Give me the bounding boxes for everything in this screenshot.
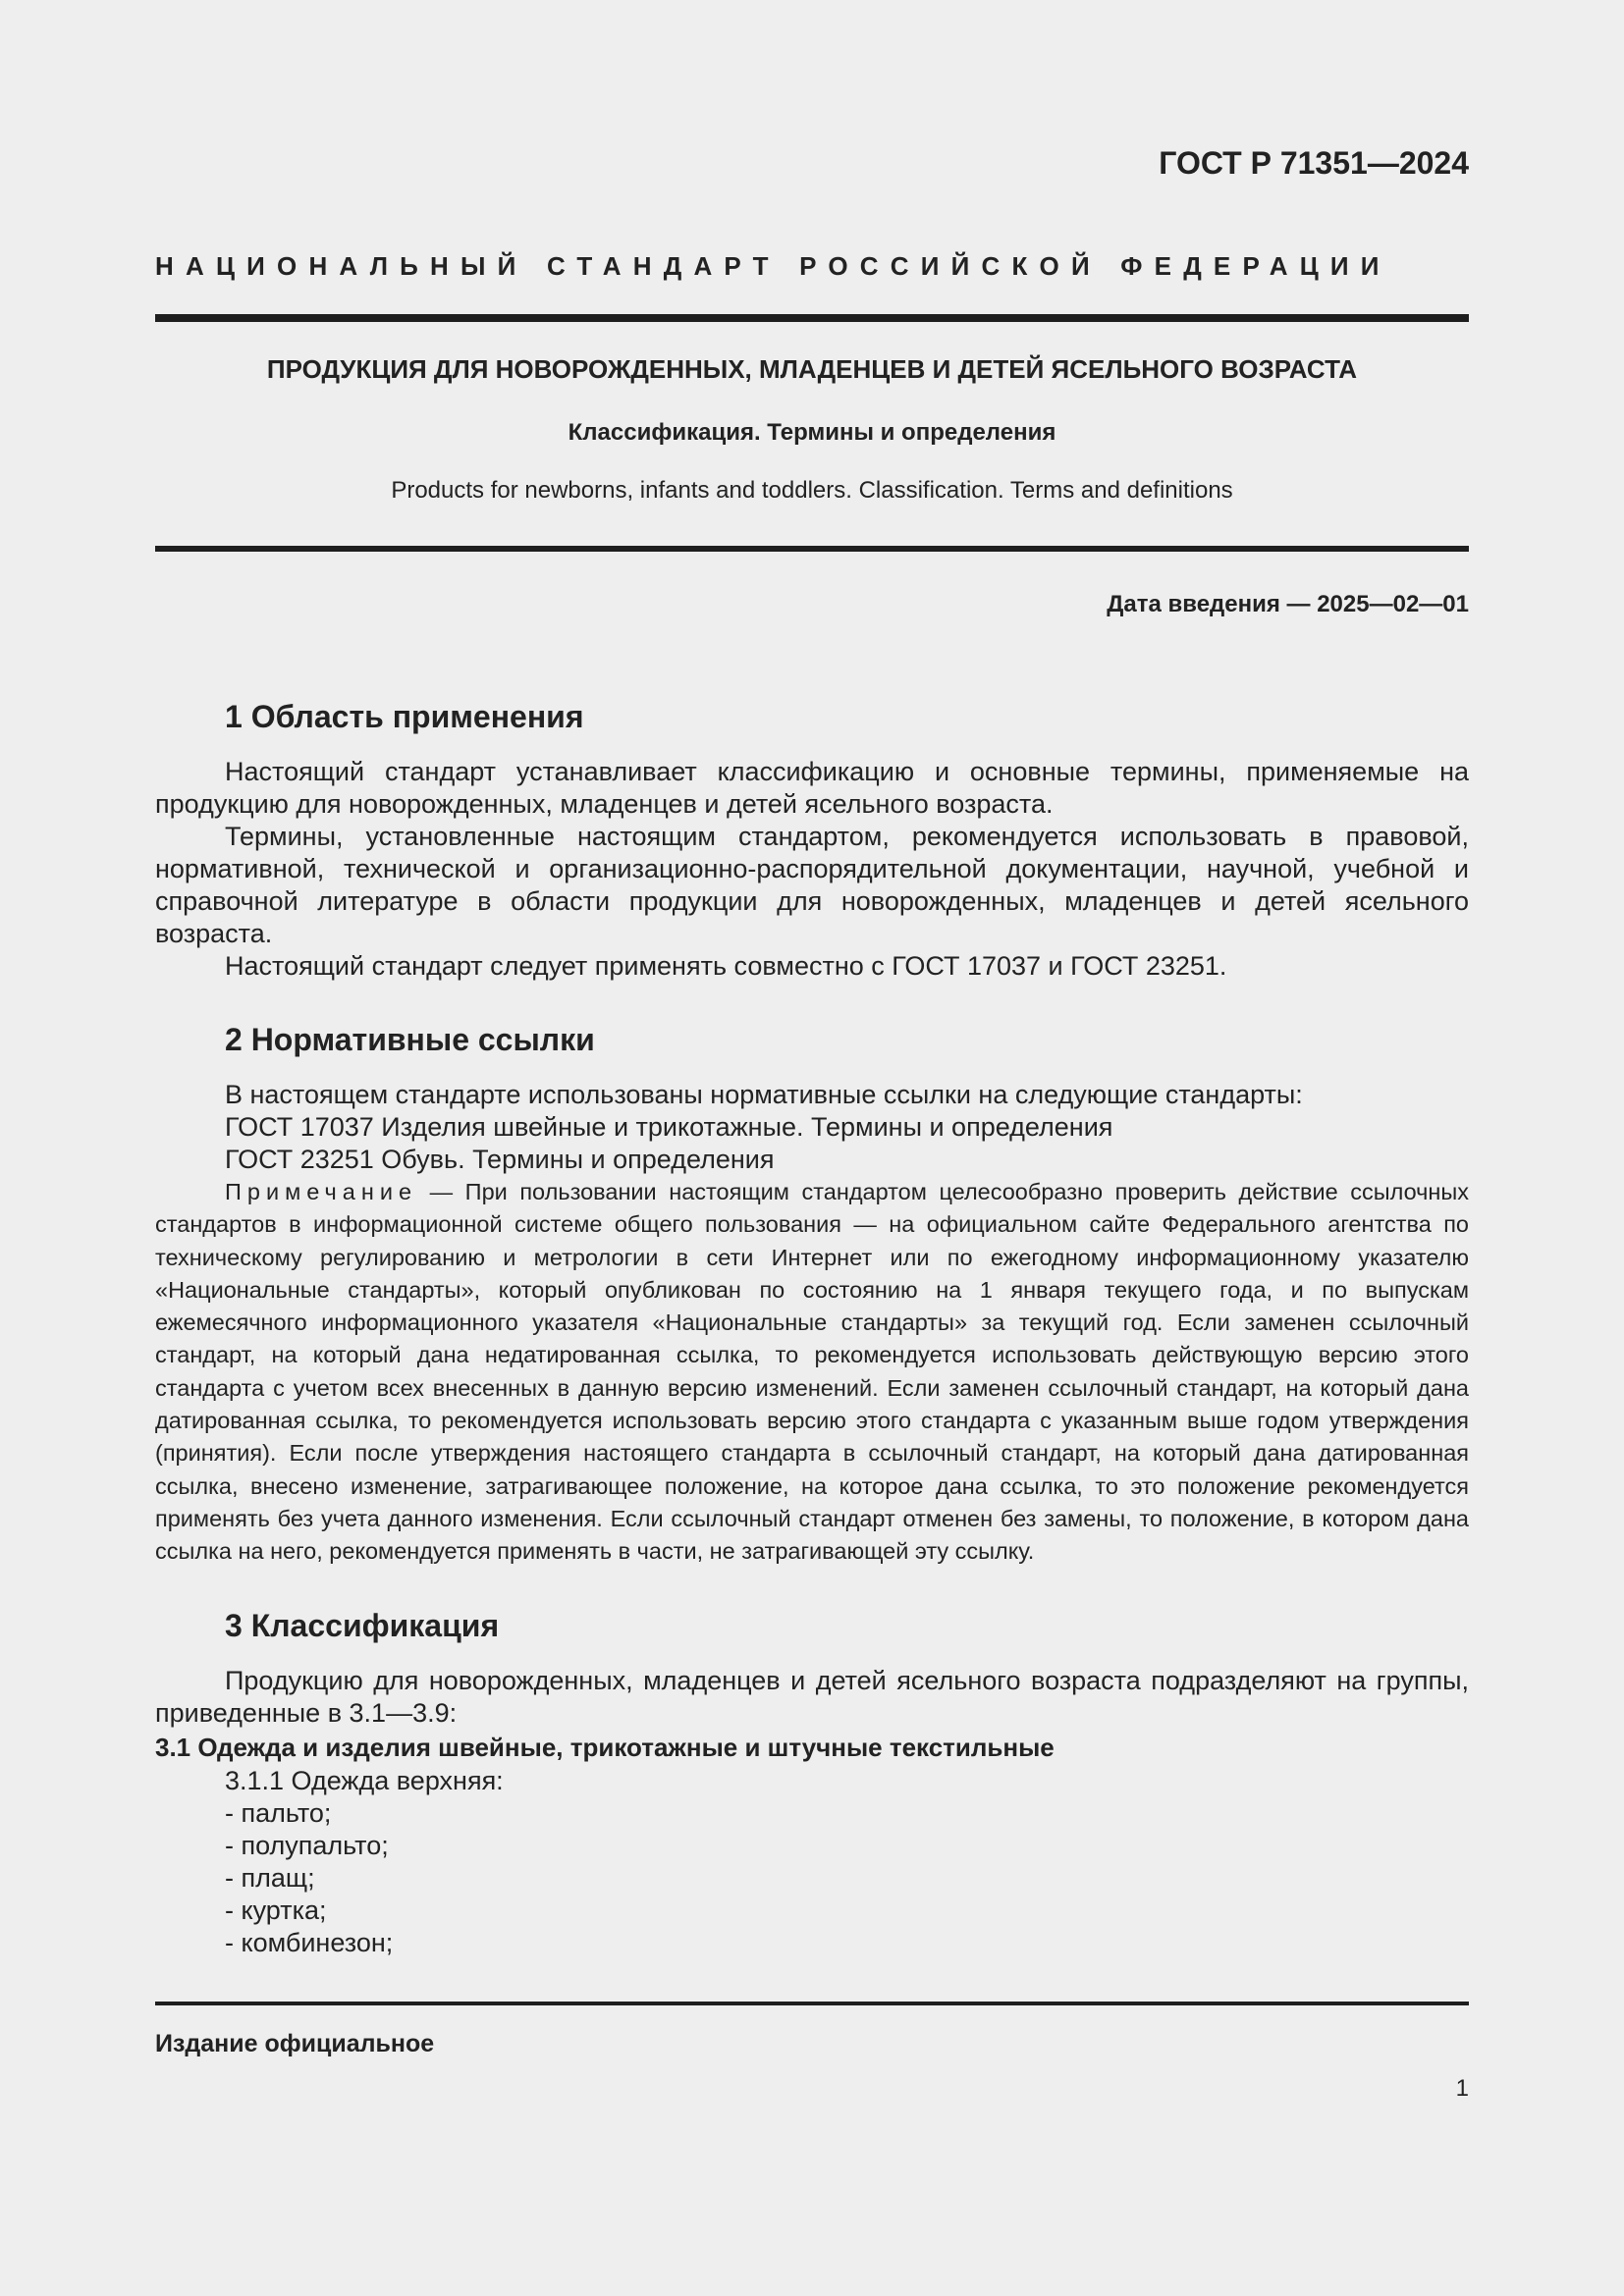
section-1-paragraph: Настоящий стандарт следует применять совместно с ГОСТ 17037 и ГОСТ 23251. — [225, 951, 1227, 981]
english-title: Products for newborns, infants and toddlers. Classification. Terms and definitions — [391, 477, 1233, 504]
reference-gost-23251: ГОСТ 23251 Обувь. Термины и определения — [225, 1145, 775, 1174]
introduction-date: Дата введения — 2025—02—01 — [1107, 591, 1469, 617]
note-paragraph — [155, 1176, 1469, 1569]
page-number: 1 — [1455, 2075, 1469, 2102]
note-text: — При пользовании настоящим стандартом целесообразно проверить действие ссылочных стандартов в информационной системе общего пользования — на официальном сайте Федерального агентства по техническому регулированию и метрологии в сети Интернет или по ежегодному информационному указателю «Национальные стандарты», который опубликован по состоянию на 1 января текущего года, и по выпускам ежемесячного информационного указателя «Национальные стандарты» за текущий год. Если заменен ссылочный стандарт, на который дана недатированная ссылка, то рекомендуется использовать действующую версию этого стандарта с учетом всех внесенных в данную версию изменений. Если заменен ссылочный стандарт, на который дана датированная ссылка, то рекомендуется использовать версию этого стандарта с указанным выше годом утверждения (принятия). Если после утверждения настоящего стандарта в ссылочный стандарт, на который дана датированная ссылка, внесено изменение, затрагивающее положение, на которое дана ссылка, то это положение рекомендуется применять без учета данного изменения. Если ссылочный стандарт отменен без замены, то положение, в котором дана ссылка на него, рекомендуется применять в части, не затрагивающей эту ссылку. — [155, 1179, 1469, 1565]
section-3-heading: 3 Классификация — [225, 1607, 500, 1643]
list-item: - куртка; — [225, 1895, 327, 1925]
section-1-heading: 1 Область применения — [225, 699, 584, 734]
section-3-paragraph: Продукцию для новорожденных, младенцев и детей ясельного возраста подразделяют на группы, приведенные в 3.1—3.9: — [155, 1665, 1469, 1728]
footer-rule — [155, 2002, 1469, 2005]
section-1-paragraph: Настоящий стандарт устанавливает классификацию и основные термины, применяемые на продукцию для новорожденных, младенцев и детей ясельного возраста. — [155, 757, 1469, 819]
title-rule — [155, 546, 1469, 552]
official-edition-label: Издание официальное — [155, 2030, 435, 2057]
list-item: - полупальто; — [225, 1830, 389, 1860]
document-code: ГОСТ Р 71351—2024 — [1159, 145, 1469, 181]
document-body — [155, 695, 1469, 1959]
list-item: - пальто; — [225, 1797, 332, 1828]
subsection-3-1-1-label: 3.1.1 Одежда верхняя: — [225, 1765, 504, 1795]
section-2-heading: 2 Нормативные ссылки — [225, 1022, 595, 1057]
reference-gost-17037: ГОСТ 17037 Изделия швейные и трикотажные. Термины и определения — [225, 1112, 1113, 1142]
section-2-line: В настоящем стандарте использованы нормативные ссылки на следующие стандарты: — [225, 1080, 1303, 1109]
subsection-3-1-heading: 3.1 Одежда и изделия швейные, трикотажные и штучные текстильные — [155, 1732, 1055, 1762]
document-title: ПРОДУКЦИЯ ДЛЯ НОВОРОЖДЕННЫХ, МЛАДЕНЦЕВ И ДЕТЕЙ ЯСЕЛЬНОГО ВОЗРАСТА — [266, 354, 1358, 384]
document-subtitle: Классификация. Термины и определения — [568, 419, 1056, 446]
list-item: - плащ; — [225, 1862, 315, 1893]
note-label: Примечание — [225, 1179, 418, 1204]
section-1-paragraph: Термины, установленные настоящим стандартом, рекомендуется использовать в правовой, нормативной, технической и организационно-распорядительной документации, научной, учебной и справочной литературе в области продукции для новорожденных, младенцев и детей ясельного возраста. — [155, 822, 1469, 948]
list-item: - комбинезон; — [225, 1927, 394, 1957]
national-standard-banner: НАЦИОНАЛЬНЫЙ СТАНДАРТ РОССИЙСКОЙ ФЕДЕРАЦИИ — [155, 251, 1391, 281]
top-rule — [155, 314, 1469, 322]
